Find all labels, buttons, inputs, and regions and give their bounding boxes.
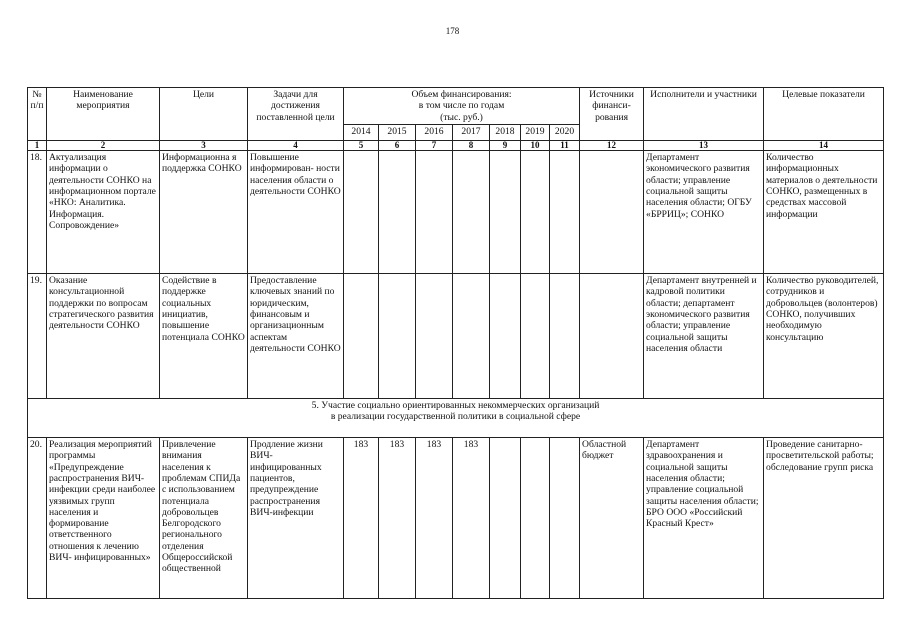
col-number: 2: [47, 140, 160, 150]
row-task: Продление жизни ВИЧ- инфицированных пациентов, предупреждение распространения ВИЧ-инфекции: [248, 437, 344, 598]
col-number: 9: [490, 140, 521, 150]
col-number: 5: [344, 140, 379, 150]
value-2017: [453, 150, 490, 273]
col-number: 12: [580, 140, 644, 150]
value-2014: [344, 273, 379, 398]
value-2015: [379, 150, 416, 273]
table-row: [28, 437, 884, 598]
row-targets: Количество информационных материалов о деятельности СОНКО, размещенных в средствах массовой информации: [764, 150, 884, 273]
program-table: [27, 87, 884, 599]
col-number: 8: [453, 140, 490, 150]
funding-line-2: в том числе по годам: [418, 100, 505, 112]
value-2019: [521, 437, 550, 598]
value-2020: [550, 150, 580, 273]
col-number: 6: [379, 140, 416, 150]
year-2014: 2014: [344, 124, 379, 140]
row-task: Повышение информирован- ности населения области о деятельности СОНКО: [248, 150, 344, 273]
header-goals: Цели: [160, 88, 248, 141]
year-2015: 2015: [379, 124, 416, 140]
value-2018: [490, 273, 521, 398]
col-number: 11: [550, 140, 580, 150]
row-executors: Департамент здравоохранения и социальной защиты населения области; управление социальной защиты населения области; БРО ООО «Российский Красный Крест»: [644, 437, 764, 598]
section-line-2: в реализации государственной политики в социальной сфере: [330, 411, 581, 423]
section-row: [28, 398, 884, 437]
header-sources: Источники финанси- рования: [580, 88, 644, 141]
row-name: Реализация мероприятий программы «Предупреждение распространения ВИЧ-инфекции среди наиболее уязвимых групп населения и формирование ответственного отношения к лечению ВИЧ- инфицированных»: [47, 437, 160, 598]
value-2018: [490, 437, 521, 598]
value-2020: [550, 437, 580, 598]
value-2020: [550, 273, 580, 398]
value-2016: [416, 273, 453, 398]
col-number: 1: [28, 140, 47, 150]
row-targets: Проведение санитарно- просветительской работы; обследование групп риска: [764, 437, 884, 598]
row-task: Предоставление ключевых знаний по юридическим, финансовым и организационным аспектам деятельности СОНКО: [248, 273, 344, 398]
row-number: 19.: [28, 273, 47, 398]
funding-line-1: Объем финансирования:: [411, 89, 512, 100]
col-number: 14: [764, 140, 884, 150]
row-goal: Содействие в поддержке социальных инициатив, повышение потенциала СОНКО: [160, 273, 248, 398]
row-executors: Департамент экономического развития области; управление социальной защиты населения области; ОГБУ «БРРИЦ»; СОНКО: [644, 150, 764, 273]
value-2019: [521, 273, 550, 398]
value-2017: [453, 273, 490, 398]
col-number: 4: [248, 140, 344, 150]
year-2016: 2016: [416, 124, 453, 140]
row-goal: Информационна я поддержка СОНКО: [160, 150, 248, 273]
value-2014: [344, 150, 379, 273]
year-2018: 2018: [490, 124, 521, 140]
year-2017: 2017: [453, 124, 490, 140]
col-number: 7: [416, 140, 453, 150]
row-name: Актуализация информации о деятельности СОНКО на информационном портале «НКО: Аналитика. Информация. Сопровождение»: [47, 150, 160, 273]
col-number: 3: [160, 140, 248, 150]
header-num: № п/п: [28, 88, 47, 141]
row-name: Оказание консультационной поддержки по вопросам стратегического развития деятельности СОНКО: [47, 273, 160, 398]
value-2016: [416, 150, 453, 273]
value-2019: [521, 150, 550, 273]
page-number: 178: [445, 26, 460, 36]
value-2014: 183: [344, 437, 379, 598]
row-targets: Количество руководителей, сотрудников и добровольцев (волонтеров) СОНКО, получивших необходимую консультацию: [764, 273, 884, 398]
value-2016: 183: [416, 437, 453, 598]
col-number: 10: [521, 140, 550, 150]
funding-line-3: (тыс. руб.): [440, 111, 483, 123]
header-targets: Целевые показатели: [764, 88, 884, 141]
row-number: 20.: [28, 437, 47, 598]
row-source: [580, 150, 644, 273]
row-number: 18.: [28, 150, 47, 273]
year-2019: 2019: [521, 124, 550, 140]
row-source: [580, 273, 644, 398]
section-line-1: 5. Участие социально ориентированных некоммерческих организаций: [311, 399, 600, 411]
row-goal: Привлечение внимания населения к проблемам СПИДа с использованием потенциала добровольцев Белгородского регионального отделения Общероссийской общественной: [160, 437, 248, 598]
value-2015: [379, 273, 416, 398]
header-executors: Исполнители и участники: [644, 88, 764, 141]
col-number: 13: [644, 140, 764, 150]
value-2015: 183: [379, 437, 416, 598]
header-funding: [344, 88, 580, 125]
section-heading: [28, 398, 884, 437]
header-tasks: Задачи для достижения поставленной цели: [248, 88, 344, 141]
header-name: Наименование мероприятия: [47, 88, 160, 141]
table-row: [28, 273, 884, 398]
table-row: [28, 150, 884, 273]
header-row: [28, 88, 884, 125]
column-number-row: [28, 140, 884, 150]
row-executors: Департамент внутренней и кадровой политики области; департамент экономического развития области; управление социальной защиты населения области: [644, 273, 764, 398]
value-2018: [490, 150, 521, 273]
year-2020: 2020: [550, 124, 580, 140]
value-2017: 183: [453, 437, 490, 598]
row-source: Областной бюджет: [580, 437, 644, 598]
